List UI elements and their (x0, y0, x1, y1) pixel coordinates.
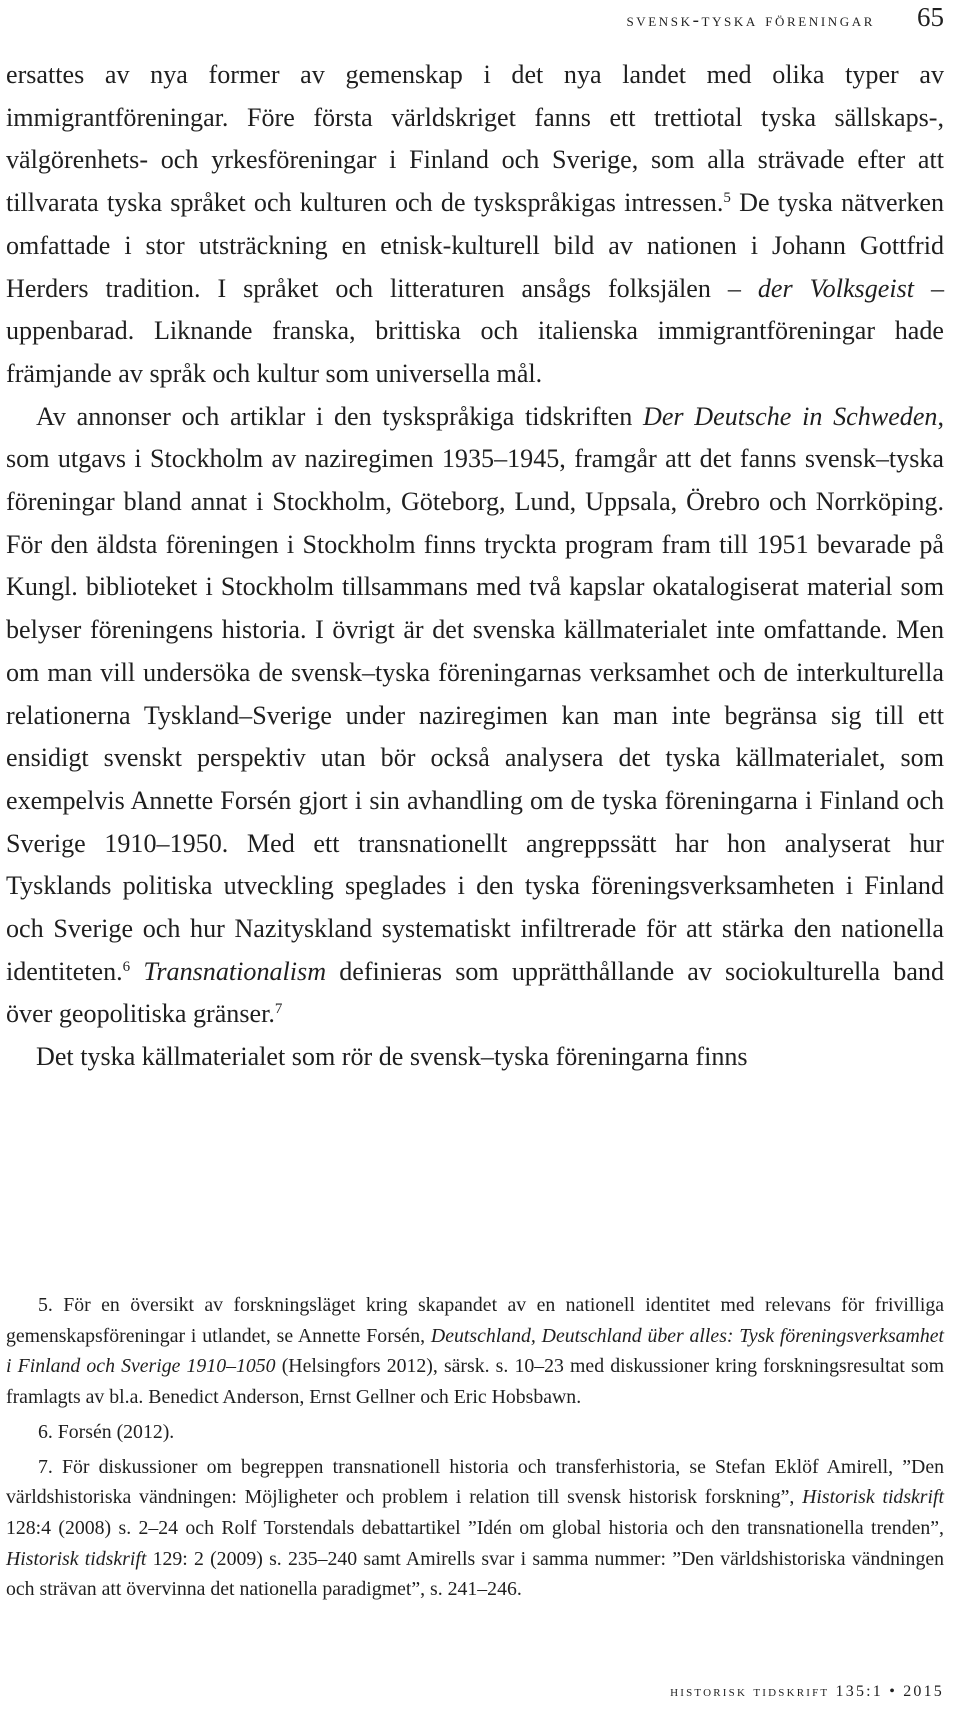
paragraph-1 (6, 54, 944, 396)
italic-term: Transnationalism (143, 956, 327, 986)
text-run: 128:4 (2008) s. 2–24 och Rolf Torstendals debattartikel ”Idén om global historia och den transnationella trenden”, (6, 1516, 944, 1539)
page-number: 65 (917, 2, 944, 32)
body-text (6, 54, 944, 1079)
text-run: De tyska nätverken omfattade i stor utsträckning en etnisk-kulturell bild av nationen i Johann Gottfrid Herders tradition. I språket och litteraturen ansågs folksjälen – (6, 188, 944, 303)
footnote-5 (6, 1290, 944, 1413)
paragraph-2 (6, 396, 944, 1037)
text-run: 129: 2 (2009) s. 235–240 samt Amirells svar i samma nummer: ”Den världshistoriska vändningen och strävan att övervinna det nationella paradigmet”, s. 241–246. (6, 1547, 945, 1601)
journal-footer: historisk tidskrift 135:1 • 2015 (670, 1683, 944, 1700)
text-run: definieras som upprätthållande av sociokulturella band över geopolitiska gränser. (6, 956, 944, 1029)
running-header (0, 2, 944, 36)
text-run: 5. För en översikt av forskningsläget kring skapandet av en nationell identitet med relevans för frivilliga gemenskapsföreningar i utlandet, se Annette Forsén, (6, 1294, 944, 1347)
italic-title: Historisk tidskrift (802, 1486, 944, 1509)
footnote-ref-6[interactable]: 6 (122, 958, 131, 975)
text-run: Av annonser och artiklar i den tyskspråkiga tidskriften (36, 401, 643, 431)
text-run: – uppenbarad. Liknande franska, brittiska och italienska immigrantföreningar hade främjande av språk och kultur som universella mål. (6, 273, 944, 388)
text-run: (Helsingfors 2012), särsk. s. 10–23 med diskussioner kring forskningsresultat som framlagts av bl.a. Benedict Anderson, Ernst Gellner och Eric Hobsbawn. (6, 1355, 944, 1409)
footnote-ref-5[interactable]: 5 (723, 190, 731, 207)
paragraph-3 (6, 1036, 944, 1079)
text-run: 7. För diskussioner om begreppen transnationell historia och transferhistoria, se Stefan Eklöf Amirell, ”Den världshistoriska vändningen: Möjligheter och problem i relation till svensk historisk forskning”, (6, 1455, 944, 1509)
italic-title: Deutschland, Deutschland über alles: Tysk föreningsverksamhet i Finland och Sverige 1910–1050 (6, 1324, 944, 1378)
text-run: ersattes av nya former av gemenskap i det nya landet med olika typer av immigrantföreningar. Före första världskriget fanns ett trettiotal tyska sällskaps-, välgörenhets- och yrkesföreningar i Finland och Sverige, som alla strävade efter att tillvarata tyska språket och kulturen och de tyskspråkigas intressen. (6, 60, 944, 218)
footnote-ref-7[interactable]: 7 (274, 1001, 283, 1018)
footnote-6 (6, 1417, 944, 1448)
italic-title: Historisk tidskrift (6, 1547, 147, 1570)
italic-title: Der Deutsche in Schweden (643, 401, 938, 431)
running-title: svensk-tyska föreningar (626, 10, 875, 31)
footnote-7 (6, 1452, 944, 1606)
text-run: , som utgavs i Stockholm av naziregimen 1935–1945, framgår att det fanns svensk–tyska föreningar bland annat i Stockholm, Göteborg, Lund, Uppsala, Örebro och Norrköping. För den äldsta föreningen i Stockholm finns tryckta program fram till 1951 bevarade på Kungl. biblioteket i Stockholm tillsammans med två kapslar okatalogiserat material som belyser föreningens historia. I övrigt är det svenska källmaterialet inte omfattande. Men om man vill undersöka de svensk–tyska föreningarnas verksamhet och de interkulturella relationerna Tyskland–Sverige under naziregimen kan man inte begränsa sig till ett ensidigt svenskt perspektiv utan bör också analysera det tyska källmaterialet, som exempelvis Annette Forsén gjort i sin avhandling om de tyska föreningarna i Finland och Sverige 1910–1950. Med ett transnationellt angreppssätt har hon analyserat hur Tysklands politiska utveckling speglades i den tyska föreningsverksamheten i Finland och Sverige och hur Nazityskland systematiskt infiltrerade för att stärka den nationella identiteten. (6, 401, 944, 986)
text-run (130, 957, 143, 986)
italic-term: der Volksgeist (757, 273, 914, 303)
text-run: Det tyska källmaterialet som rör de svensk–tyska föreningarna finns (36, 1042, 748, 1072)
text-run: 6. Forsén (2012). (38, 1420, 175, 1443)
footnotes (6, 1290, 944, 1605)
